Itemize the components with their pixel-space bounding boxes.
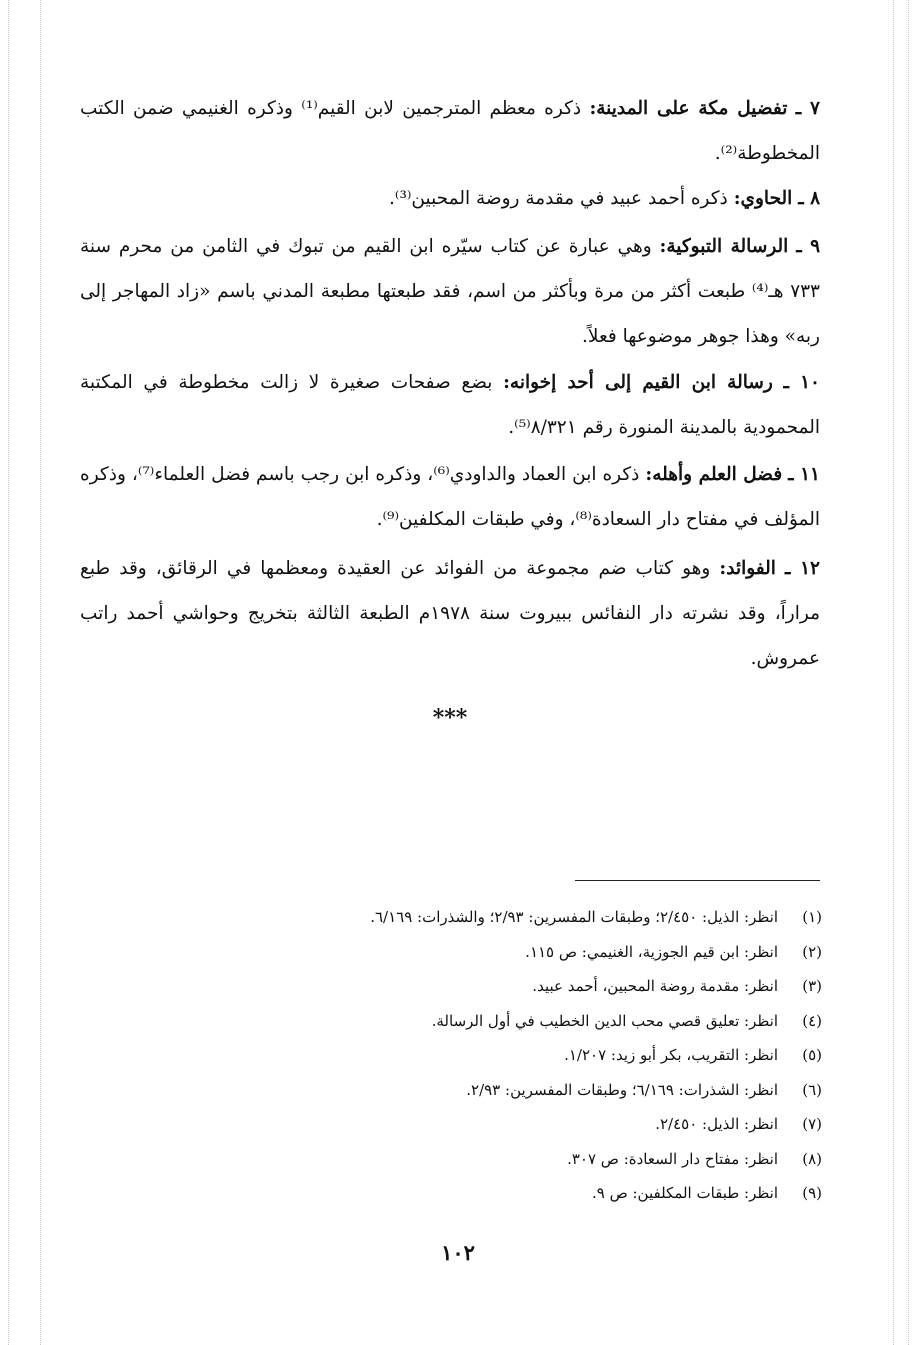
footnote bbox=[210, 1038, 822, 1073]
scan-guide-line bbox=[908, 0, 909, 1345]
footnote-number: (٩) bbox=[802, 1184, 822, 1202]
item-heading: الرسالة التبوكية: bbox=[659, 236, 789, 257]
list-item bbox=[80, 452, 820, 542]
item-heading: الفوائد: bbox=[719, 558, 776, 579]
list-item bbox=[80, 224, 820, 359]
footnote bbox=[210, 900, 822, 935]
item-number: ١١ ـ bbox=[788, 464, 820, 485]
scan-guide-line bbox=[893, 0, 894, 1345]
footnote bbox=[210, 1176, 822, 1211]
footnote-number: (١) bbox=[802, 908, 822, 926]
item-number: ٩ ـ bbox=[796, 236, 820, 257]
footnote-number: (٣) bbox=[802, 977, 822, 995]
footnote-number: (٢) bbox=[802, 942, 822, 961]
item-number: ١٢ ـ bbox=[785, 558, 820, 579]
item-heading: رسالة ابن القيم إلى أحد إخوانه: bbox=[503, 372, 773, 393]
item-number: ٧ ـ bbox=[795, 98, 820, 119]
item-heading: الحاوي: bbox=[733, 188, 793, 209]
footnote bbox=[210, 969, 822, 1004]
item-number: ١٠ ـ bbox=[783, 372, 820, 393]
scan-guide-line bbox=[40, 0, 41, 1345]
footnote-text: انظر: الشذرات: ٦/١٦٩؛ وطبقات المفسرين: ٢/٩٣. bbox=[466, 1080, 778, 1099]
item-heading: تفضيل مكة على المدينة: bbox=[589, 98, 788, 119]
item-text: وهو كتاب ضم مجموعة من الفوائد عن العقيدة ومعظمها في الرقائق، وقد طبع مراراً، وقد نشرته دار النفائس ببيروت سنة ١٩٧٨م الطبعة الثالثة بتخريج وحواشي أحمد راتب عمروش. bbox=[80, 558, 820, 669]
footnote-text: انظر: مفتاح دار السعادة: ص ٣٠٧. bbox=[567, 1149, 778, 1168]
footnote-text: انظر: مقدمة روضة المحبين، أحمد عبيد. bbox=[532, 977, 778, 995]
item-heading: فضل العلم وأهله: bbox=[645, 464, 783, 485]
footnote bbox=[210, 935, 822, 970]
footnote-text: انظر: تعليق قصي محب الدين الخطيب في أول الرسالة. bbox=[431, 1011, 778, 1030]
footnote bbox=[210, 1107, 822, 1142]
footnotes bbox=[210, 900, 822, 1211]
footnote-number: (٥) bbox=[802, 1046, 822, 1064]
footnote-text: انظر: الذيل: ٢/٤٥٠. bbox=[655, 1115, 778, 1133]
footnote bbox=[210, 1142, 822, 1177]
scan-guide-line bbox=[8, 0, 9, 1345]
footnote bbox=[210, 1004, 822, 1039]
footnote-number: (٧) bbox=[802, 1115, 822, 1133]
item-text: ذكره معظم المترجمين لابن القيم⁽¹⁾ وذكره الغنيمي ضمن الكتب المخطوطة⁽²⁾. bbox=[80, 98, 820, 164]
list-item bbox=[80, 176, 820, 221]
page-number: ١٠٢ bbox=[441, 1240, 475, 1265]
list-item bbox=[80, 86, 820, 176]
footnote-number: (٨) bbox=[802, 1149, 822, 1168]
item-text: ذكره أحمد عبيد في مقدمة روضة المحبين⁽³⁾. bbox=[389, 188, 728, 209]
footnote-text: انظر: الذيل: ٢/٤٥٠؛ وطبقات المفسرين: ٢/٩٣؛ والشذرات: ٦/١٦٩. bbox=[370, 908, 778, 926]
footnote-text: انظر: طبقات المكلفين: ص ٩. bbox=[591, 1184, 778, 1202]
footnote-text: انظر: التقريب، بكر أبو زيد: ١/٢٠٧. bbox=[564, 1046, 778, 1064]
list-item bbox=[80, 360, 820, 450]
item-text: ذكره ابن العماد والداودي⁽⁶⁾، وذكره ابن رجب باسم فضل العلماء⁽⁷⁾، وذكره المؤلف في مفتاح دار السعادة⁽⁸⁾، وفي طبقات المكلفين⁽⁹⁾. bbox=[80, 464, 820, 530]
footnote-divider bbox=[575, 880, 820, 881]
item-text: وهي عبارة عن كتاب سيّره ابن القيم من تبوك في الثامن من محرم سنة ٧٣٣ هـ⁽⁴⁾ طبعت أكثر من مرة وبأكثر من اسم، فقد طبعتها مطبعة المدني باسم «زاد المهاجر إلى ربه» وهذا جوهر موضوعها فعلاً. bbox=[80, 236, 820, 347]
list-item bbox=[80, 546, 820, 681]
footnote-number: (٤) bbox=[802, 1011, 822, 1030]
section-separator: *** bbox=[432, 705, 468, 731]
footnote-number: (٦) bbox=[802, 1080, 822, 1099]
footnote-text: انظر: ابن قيم الجوزية، الغنيمي: ص ١١٥. bbox=[525, 942, 778, 961]
footnote bbox=[210, 1073, 822, 1108]
item-text: بضع صفحات صغيرة لا زالت مخطوطة في المكتبة المحمودية بالمدينة المنورة رقم ٨/٣٢١⁽⁵⁾. bbox=[80, 372, 820, 438]
item-number: ٨ ـ bbox=[798, 188, 820, 209]
